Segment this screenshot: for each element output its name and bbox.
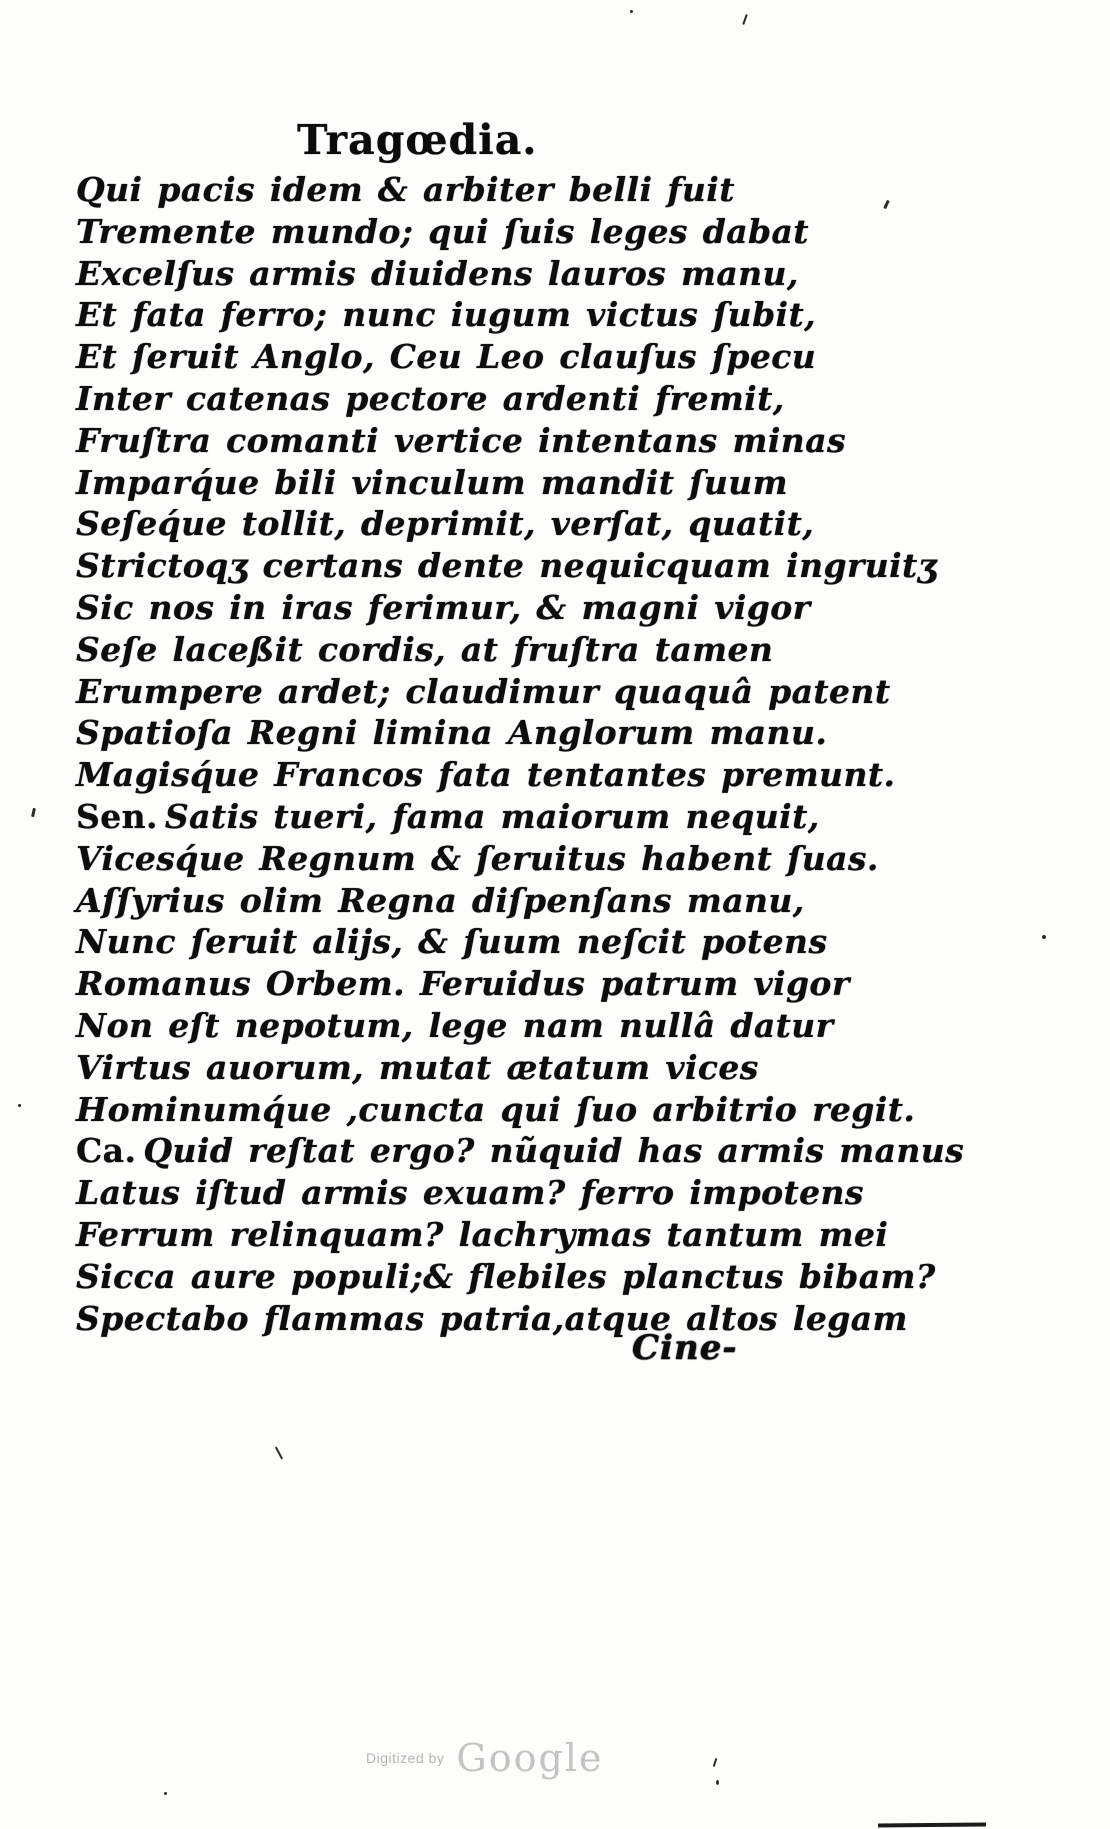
- verse-text: Erumpere ardet; claudimur quaquâ patent: [76, 671, 891, 711]
- poem-line: [76, 1131, 1076, 1173]
- poem-line: [76, 672, 1076, 714]
- ink-speck: [18, 1104, 21, 1107]
- verse-text: Seſe laceßit cordis, at fruſtra tamen: [76, 629, 774, 669]
- verse-text: Sic nos in iras ferimur, & magni vigor: [76, 587, 811, 627]
- poem-line: [76, 630, 1076, 672]
- poem-line: [76, 463, 1076, 505]
- poem-line: [76, 1048, 1076, 1090]
- verse-text: Imparq́ue bili vinculum mandit ſuum: [76, 462, 788, 502]
- poem-line: [76, 797, 1076, 839]
- poem-line: [76, 546, 1076, 588]
- poem-line: [76, 170, 1076, 212]
- verse-text: Et ſeruit Anglo, Ceu Leo clauſus ſpecu: [76, 337, 817, 377]
- poem-line: [76, 337, 1076, 379]
- verse-text: Fruſtra comanti vertice intentans minas: [76, 420, 846, 460]
- page-title: Tragœdia.: [297, 116, 538, 164]
- ink-speck: [1042, 935, 1046, 939]
- verse-text: Ferrum relinquam? lachrymas tantum mei: [76, 1214, 889, 1254]
- verse-text: Inter catenas pectore ardenti fremit,: [76, 378, 785, 418]
- digitized-by-label: Digitized by: [366, 1750, 445, 1766]
- poem-line: [76, 504, 1076, 546]
- poem-line: [76, 588, 1076, 630]
- poem-line: [76, 1299, 1076, 1341]
- ink-speck: [275, 1446, 283, 1459]
- verse-text: Qui pacis idem & arbiter belli fuit: [76, 170, 735, 209]
- poem-line: [76, 881, 1076, 923]
- ink-speck: [716, 1780, 719, 1785]
- verse-text: Vicesq́ue Regnum & ſeruitus habent ſuas.: [76, 838, 879, 878]
- speaker-label: Ca.: [76, 1131, 137, 1171]
- verse-text: Aſſyrius olim Regna diſpenſans manu,: [76, 880, 805, 920]
- ink-speck: [713, 1758, 718, 1767]
- poem-line: [76, 755, 1076, 797]
- poem-line: [76, 964, 1076, 1006]
- verse-text: Quid reſtat ergo? nũquid has armis manus: [143, 1131, 965, 1171]
- ink-speck: [742, 14, 748, 25]
- catchword: Cine-: [632, 1328, 738, 1368]
- verse-text: Strictoqʒ certans dente nequicquam ingruitʒ: [76, 546, 937, 586]
- verse-text: Magisq́ue Francos fata tentantes premunt.: [76, 755, 896, 795]
- scan-artifact-line: [878, 1823, 986, 1828]
- poem-line: [76, 1173, 1076, 1215]
- verse-text: Spatioſa Regni limina Anglorum manu.: [76, 713, 828, 753]
- poem-line: [76, 1257, 1076, 1299]
- verse-text: Tremente mundo; qui ſuis leges dabat: [76, 211, 809, 251]
- poem-line: [76, 212, 1076, 254]
- poem-line: [76, 1215, 1076, 1257]
- verse-text: Hominumq́ue ,cuncta qui ſuo arbitrio regit.: [76, 1089, 916, 1129]
- poem-line: [76, 421, 1076, 463]
- verse-text: Sicca aure populi;& flebiles planctus bibam?: [76, 1256, 936, 1296]
- poem-line: [76, 379, 1076, 421]
- google-logo: Google: [456, 1736, 604, 1780]
- verse-text: Excelſus armis diuidens lauros manu,: [76, 253, 799, 293]
- poem-line: [76, 254, 1076, 296]
- verse-text: Seſeq́ue tollit, deprimit, verſat, quatit,: [76, 504, 815, 544]
- poem-line: [76, 839, 1076, 881]
- verse-text: Romanus Orbem. Feruidus patrum vigor: [76, 964, 850, 1004]
- google-watermark: [366, 1736, 603, 1780]
- poem-line: [76, 1006, 1076, 1048]
- verse-text: Satis tueri, fama maiorum nequit,: [164, 796, 820, 836]
- poem-text: [76, 170, 1076, 1340]
- verse-text: Latus iſtud armis exuam? ferro impotens: [76, 1173, 864, 1213]
- verse-text: Spectabo flammas patria,atque altos legam: [76, 1298, 908, 1338]
- ink-speck: [164, 1792, 167, 1795]
- poem-line: [76, 295, 1076, 337]
- verse-text: Non eſt nepotum, lege nam nullâ datur: [76, 1005, 834, 1045]
- poem-line: [76, 1090, 1076, 1132]
- ink-speck: [630, 10, 633, 13]
- poem-line: [76, 922, 1076, 964]
- ink-speck: [31, 808, 36, 817]
- poem-line: [76, 713, 1076, 755]
- speaker-label: Sen.: [76, 796, 158, 836]
- verse-text: Nunc ſeruit alijs, & ſuum neſcit potens: [76, 922, 828, 962]
- verse-text: Et fata ferro; nunc iugum victus ſubit,: [76, 295, 817, 335]
- verse-text: Virtus auorum, mutat ætatum vices: [76, 1047, 759, 1087]
